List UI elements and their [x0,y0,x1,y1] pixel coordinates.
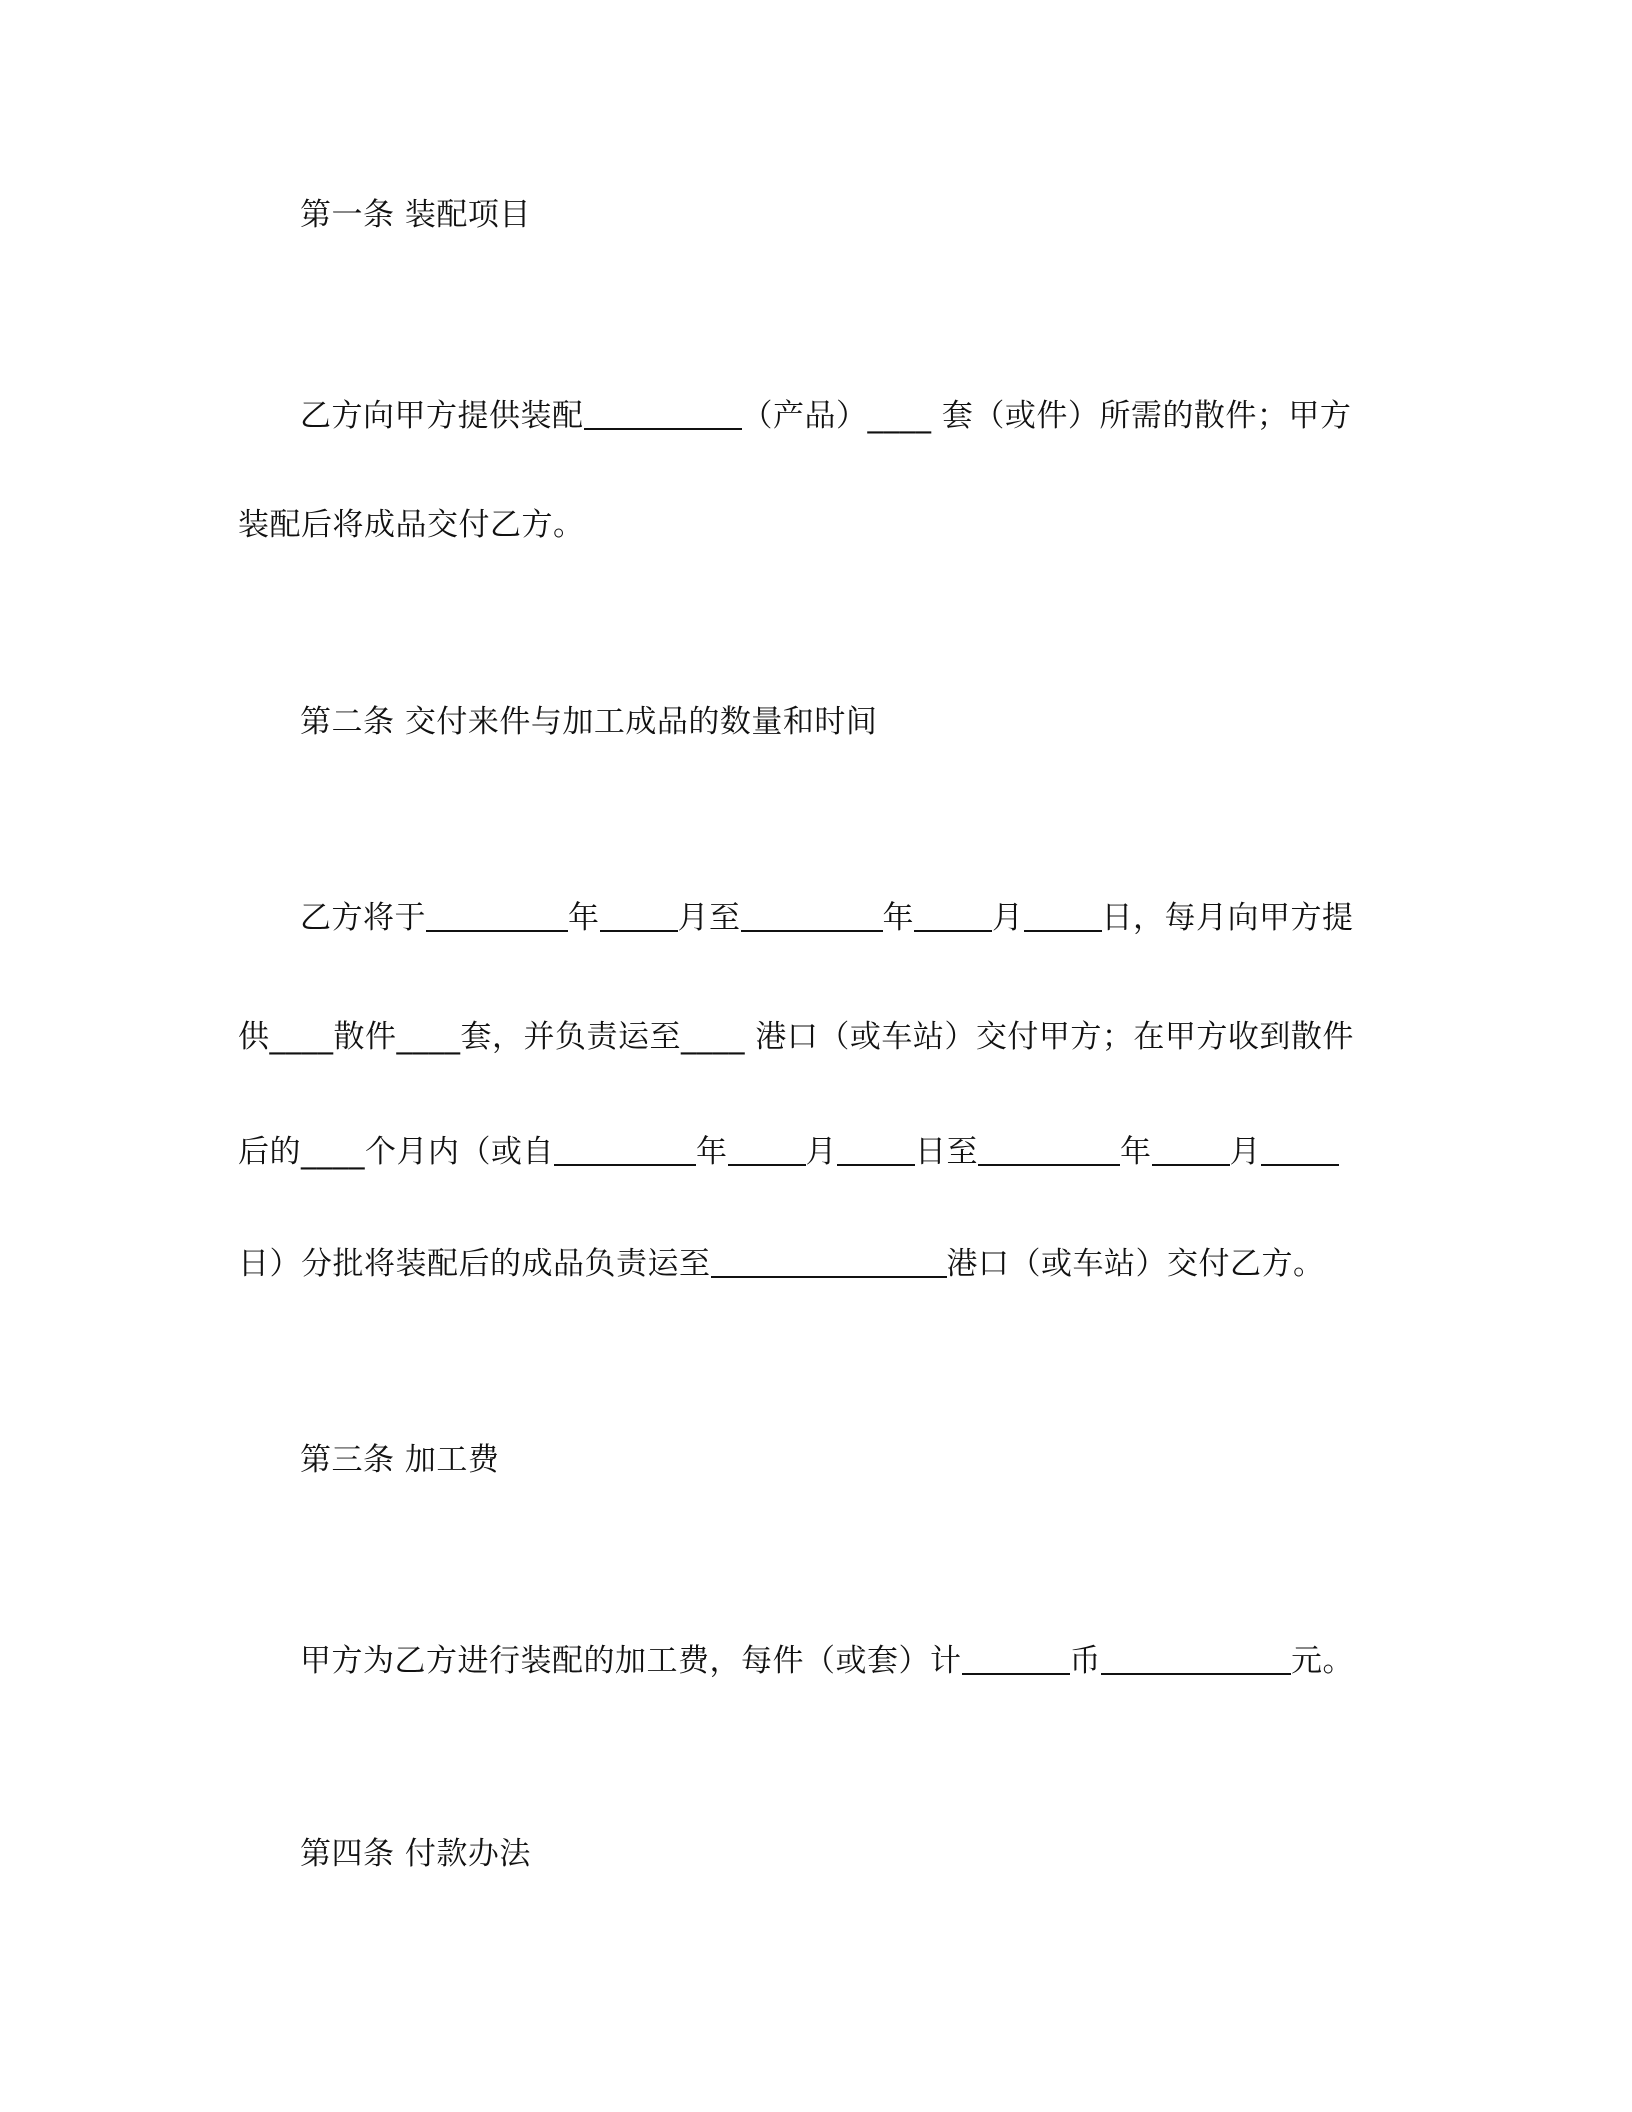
port-blank: ____ [681,1019,745,1055]
text-segment: 后的 [238,1134,301,1170]
month-blank [600,900,678,932]
day-blank [1024,900,1102,932]
port-blank [711,1246,947,1278]
text-segment: 日）分批将装配后的成品负责运至 [238,1246,711,1282]
text-segment: 个月内（或自 [365,1134,554,1170]
year-blank [426,900,568,932]
year-blank [741,900,883,932]
text-segment: 日，每月向甲方提 [1101,900,1354,936]
article2-paragraph-line4 [238,1244,1325,1284]
text-segment: 乙方向甲方提供装配 [300,398,584,434]
text-segment: 散件 [333,1019,397,1055]
text-segment: 年 [696,1134,728,1170]
text-segment: 年 [1120,1134,1152,1170]
months-blank: ____ [301,1134,365,1170]
article1-paragraph-line1 [300,396,1351,436]
article1-paragraph-line2: 装配后将成品交付乙方。 [238,507,585,543]
text-segment: 月 [805,1134,837,1170]
day-blank [1261,1134,1339,1166]
article2-heading: 第二条 交付来件与加工成品的数量和时间 [300,704,878,740]
article4-heading: 第四条 付款办法 [300,1836,531,1872]
text-segment: 供 [238,1019,270,1055]
product-blank [584,398,742,430]
text-segment: 套，并负责运至 [460,1019,681,1055]
text-segment: 年 [568,900,600,936]
article2-paragraph-line3 [238,1132,1339,1172]
month-blank [728,1134,806,1166]
month-blank [914,900,992,932]
text-segment: 日至 [915,1134,978,1170]
article3-paragraph-line1 [300,1641,1354,1681]
text-segment: 月 [992,900,1024,936]
article1-heading: 第一条 装配项目 [300,197,531,233]
text-segment: 年 [882,900,914,936]
text-segment: 套（或件）所需的散件；甲方 [931,398,1352,434]
text-segment: 乙方将于 [300,900,426,936]
year-blank [978,1134,1120,1166]
text-segment: 月 [1229,1134,1261,1170]
month-blank [1152,1134,1230,1166]
currency-blank [962,1643,1070,1675]
text-segment: （产品） [741,398,868,434]
quantity-blank: ____ [396,1019,461,1055]
quantity-blank: ____ [269,1019,334,1055]
text-segment: 月至 [677,900,741,936]
sets-blank: ____ [867,398,932,434]
text-segment: 港口（或车站）交付甲方；在甲方收到散件 [745,1019,1354,1055]
day-blank [837,1134,915,1166]
article3-heading: 第三条 加工费 [300,1442,500,1478]
article2-paragraph-line2 [238,1017,1354,1057]
text-segment: 甲方为乙方进行装配的加工费，每件（或套）计 [300,1643,962,1679]
text-segment: 港口（或车站）交付乙方。 [946,1246,1325,1282]
text-segment: 元。 [1291,1643,1354,1679]
year-blank [554,1134,696,1166]
article2-paragraph-line1 [300,898,1354,938]
text-segment: 币 [1069,1643,1101,1679]
amount-blank [1101,1643,1291,1675]
